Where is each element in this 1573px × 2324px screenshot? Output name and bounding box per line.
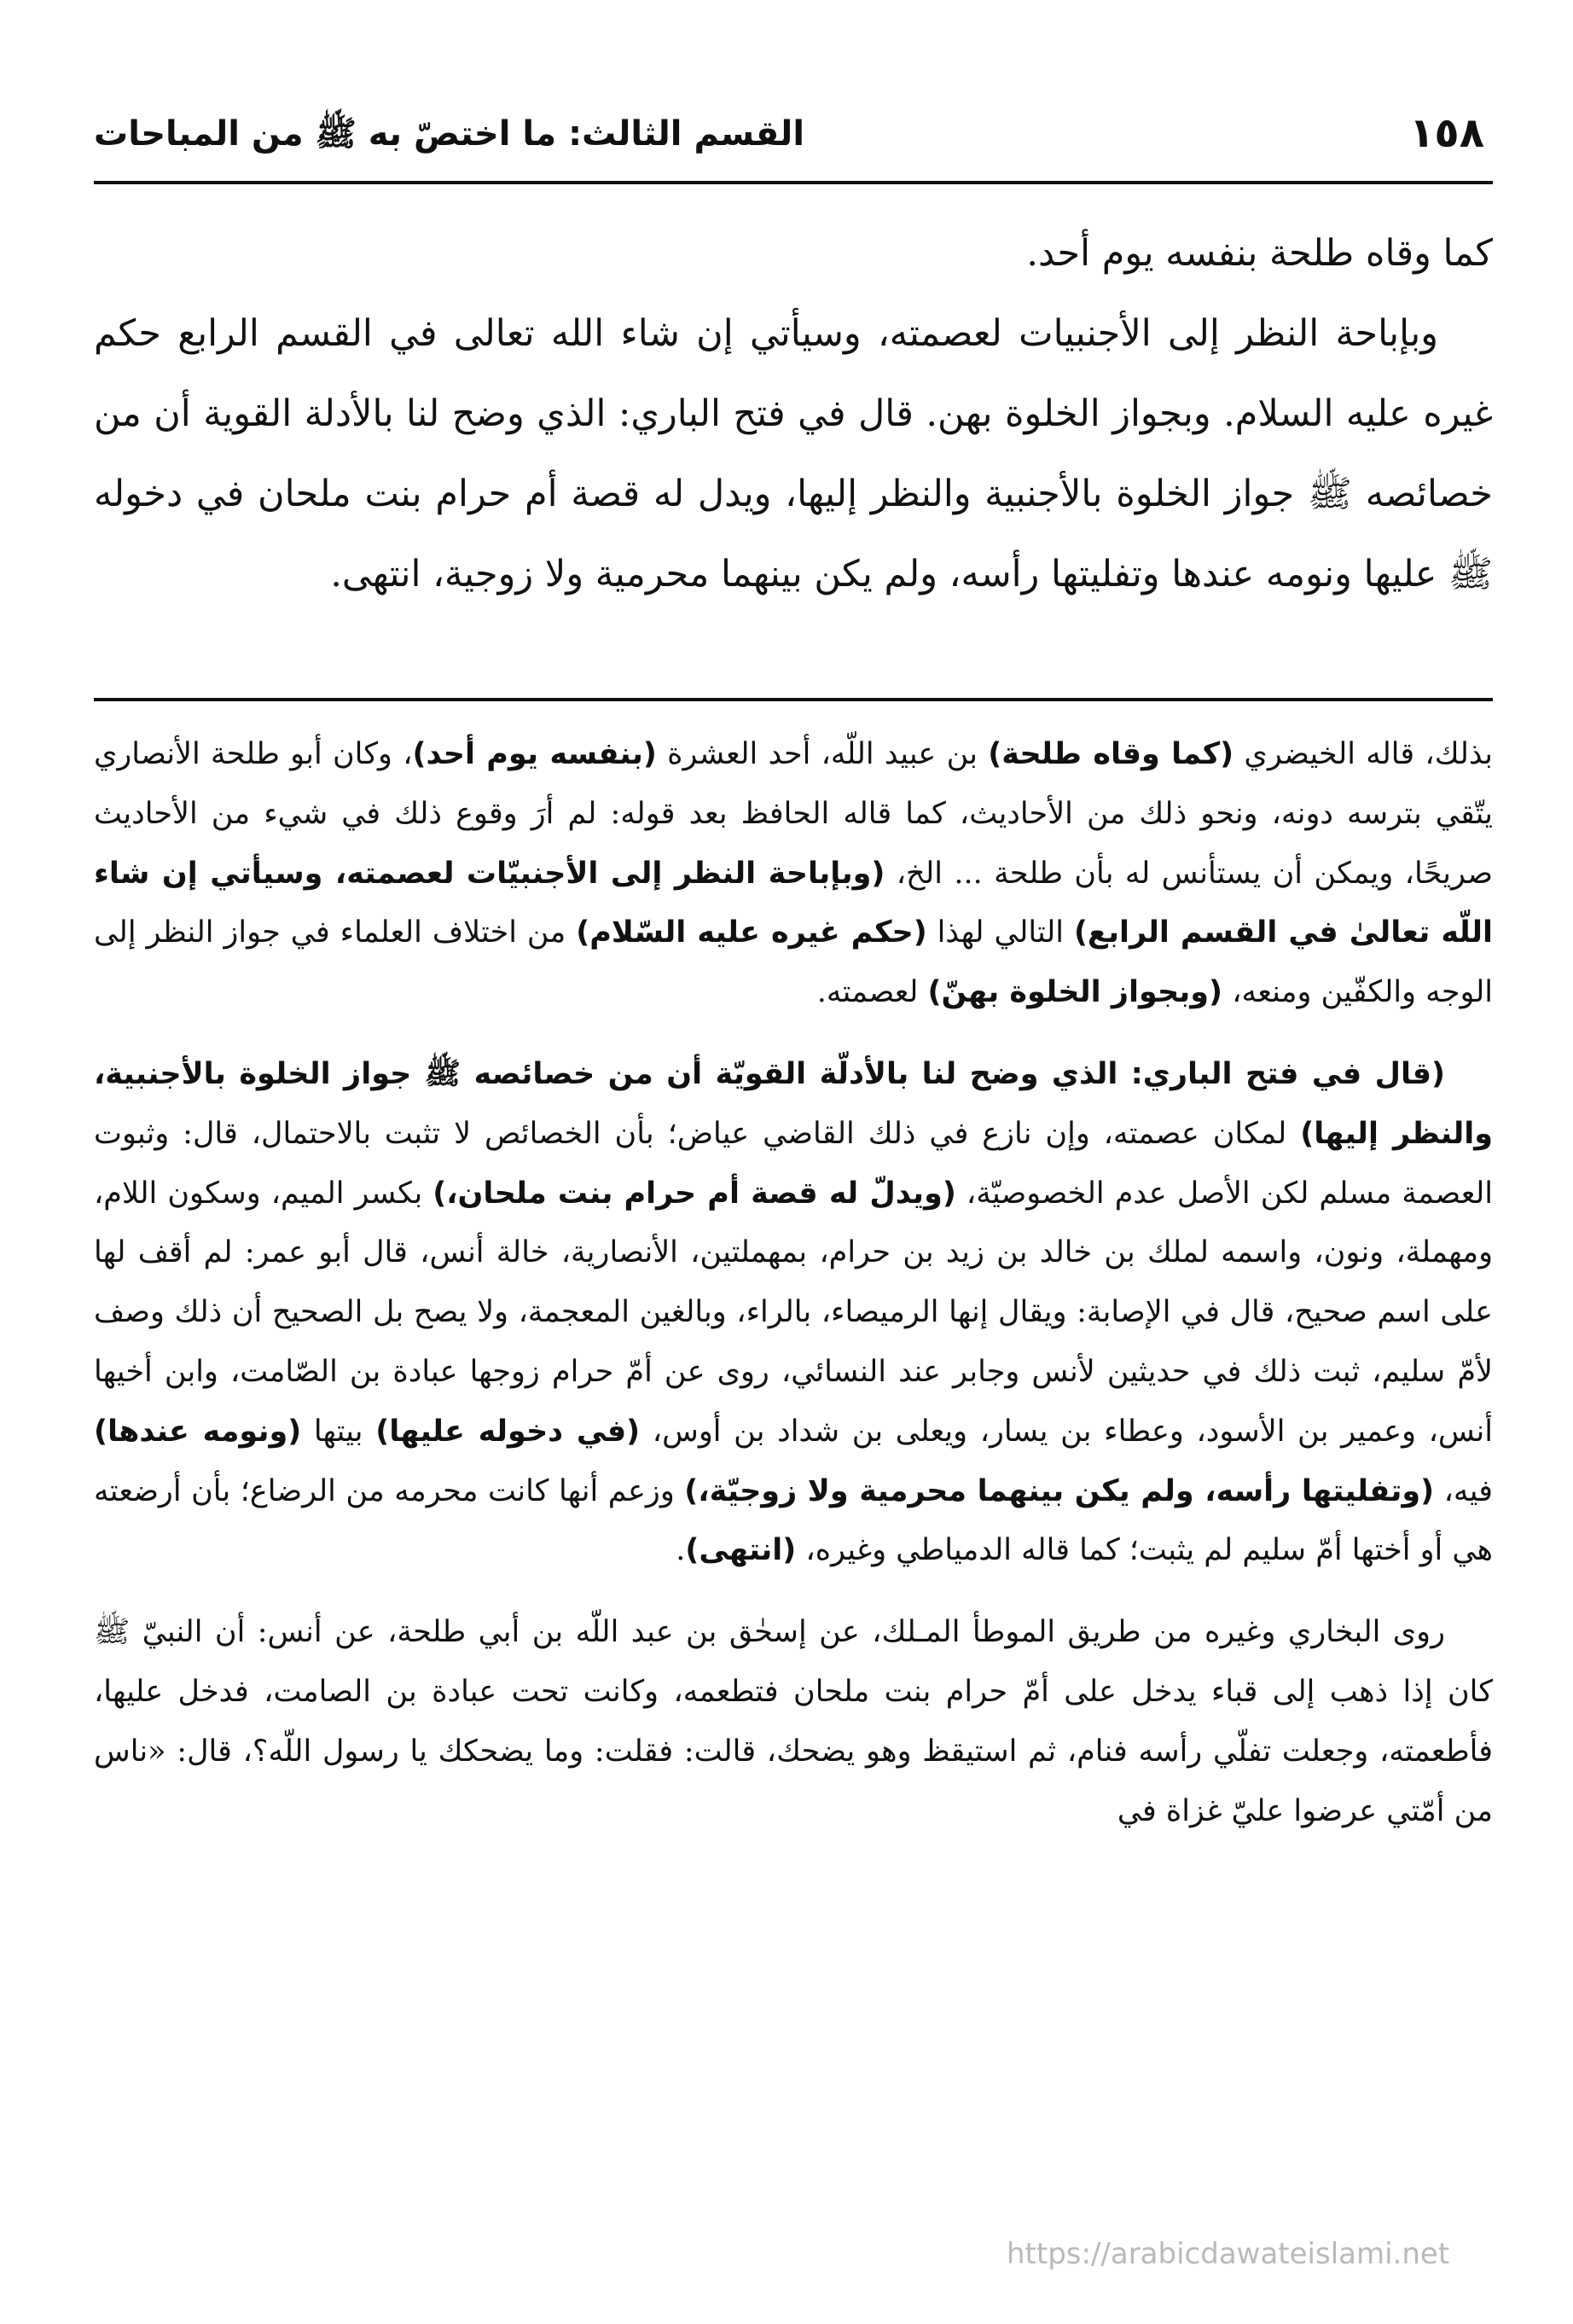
footnote-separator — [94, 698, 1493, 701]
quoted-text: (وبإباحة النظر إلى الأجنبيّات لعصمته، وسيأتي إن شاء اللّه تعالىٰ في القسم الرابع) — [94, 856, 1493, 950]
watermark-url: https://arabicdawateislami.net — [1007, 2237, 1450, 2271]
text-span: بن عبيد اللّه، أحد العشرة — [656, 737, 989, 771]
quoted-text: (انتهى) — [685, 1533, 797, 1568]
text-span: بكسر الميم، وسكون اللام، ومهملة، ونون، واسمه لملك بن خالد بن زيد بن حرام، بمهملتين، الأنصارية، خالة أنس، قال أبو عمر: لم أقف لها على اسم صحيح، قال في الإصابة: ويقال إنها الرميصاء، بالراء، وبالغين المعجمة، ولا يصح بل الصحيح أن ذلك وصف لأمّ سليم، ثبت ذلك في حديثين لأنس وجابر عند النسائي، روى عن أمّ حرام زوجها عبادة بن الصّامت، وابن أخيها أنس، وعمير بن الأسود، وعطاء بن يسار، ويعلى بن شداد بن أوس، — [94, 1176, 1493, 1449]
text-span: التالي لهذا — [926, 915, 1074, 950]
header-rule — [94, 181, 1493, 184]
text-span: من اختلاف العلماء في جواز النظر إلى الوجه والكفّين ومنعه، — [94, 915, 1493, 1010]
quoted-text: (كما وقاه طلحة) — [988, 737, 1234, 771]
quoted-text: (ونومه عندها) — [94, 1414, 302, 1449]
running-title: القسم الثالث: ما اختصّ به ﷺ من المباحات — [94, 114, 805, 154]
text-span: وزعم أنها كانت محرمه من الرضاع؛ بأن أرضعته هي أو أختها أمّ سليم لم يثبت؛ كما قاله الدمياطي وغيره، — [94, 1473, 1493, 1568]
quoted-text: (بنفسه يوم أحد) — [412, 737, 657, 771]
quoted-text: (قال في فتح الباري: الذي وضح لنا بالأدلّة القويّة أن من خصائصه ﷺ جواز الخلوة بالأجنبية، والنظر إليها) — [94, 1056, 1493, 1151]
text-span: فيه، — [1434, 1473, 1493, 1508]
quoted-text: (حكم غيره عليه السّلام) — [576, 915, 927, 950]
main-text — [94, 213, 1493, 614]
text-span: لمكان عصمته، وإن نازع في ذلك القاضي عياض؛ بأن الخصائص لا تثبت بالاحتمال، قال: وثبوت العصمة مسلم لكن الأصل عدم الخصوصيّة، — [94, 1116, 1493, 1211]
commentary — [94, 725, 1493, 1863]
page-number: ١٥٨ — [1409, 109, 1484, 157]
text-span: . — [676, 1533, 686, 1568]
text-span: بيتها — [301, 1414, 376, 1449]
text-span: لعصمته. — [816, 975, 928, 1010]
page-header — [94, 102, 1493, 179]
text-span: ، وكان أبو طلحة الأنصاري يتّقي بترسه دونه، ونحو ذلك من الأحاديث، كما قاله الحافظ بعد قوله: لم أرَ وقوع ذلك في شيء من الأحاديث صريحًا، ويمكن أن يستأنس له بأن طلحة ... الخ، — [94, 737, 1493, 891]
main-paragraph: وبإباحة النظر إلى الأجنبيات لعصمته، وسيأتي إن شاء الله تعالى في القسم الرابع حكم غيره عليه السلام. وبجواز الخلوة بهن. قال في فتح الباري: الذي وضح لنا بالأدلة القوية أن من خصائصه ﷺ جواز الخلوة بالأجنبية والنظر إليها، ويدل له قصة أم حرام بنت ملحان في دخوله ﷺ عليها ونومه عندها وتفليتها رأسه، ولم يكن بينهما محرمية ولا زوجية، انتهى. — [94, 312, 1493, 596]
text-span: بذلك، قاله الخيضري — [1233, 737, 1493, 771]
quoted-text: (في دخوله عليها) — [375, 1414, 641, 1449]
quoted-text: (وبجواز الخلوة بهنّ) — [927, 975, 1223, 1010]
main-paragraph: كما وقاه طلحة بنفسه يوم أحد. — [1026, 232, 1493, 275]
commentary-paragraph — [94, 725, 1493, 1023]
quoted-text: (وتفليتها رأسه، ولم يكن بينهما محرمية ولا زوجيّة،) — [684, 1473, 1435, 1508]
commentary-paragraph — [94, 1045, 1493, 1581]
commentary-paragraph: روى البخاري وغيره من طريق الموطأ المـلك، عن إسحٰق بن عبد اللّه بن أبي طلحة، عن أنس: أن النبيّ ﷺ كان إذا ذهب إلى قباء يدخل على أمّ حرام بنت ملحان فتطعمه، وكانت تحت عبادة بن الصامت، فدخل عليها، فأطعمته، وجعلت تفلّي رأسه فنام، ثم استيقظ وهو يضحك، قالت: فقلت: وما يضحكك يا رسول اللّه؟، قال: «ناس من أمّتي عرضوا عليّ غزاة في — [94, 1615, 1493, 1828]
quoted-text: (ويدلّ له قصة أم حرام بنت ملحان،) — [432, 1176, 956, 1211]
book-page — [94, 85, 1493, 2269]
